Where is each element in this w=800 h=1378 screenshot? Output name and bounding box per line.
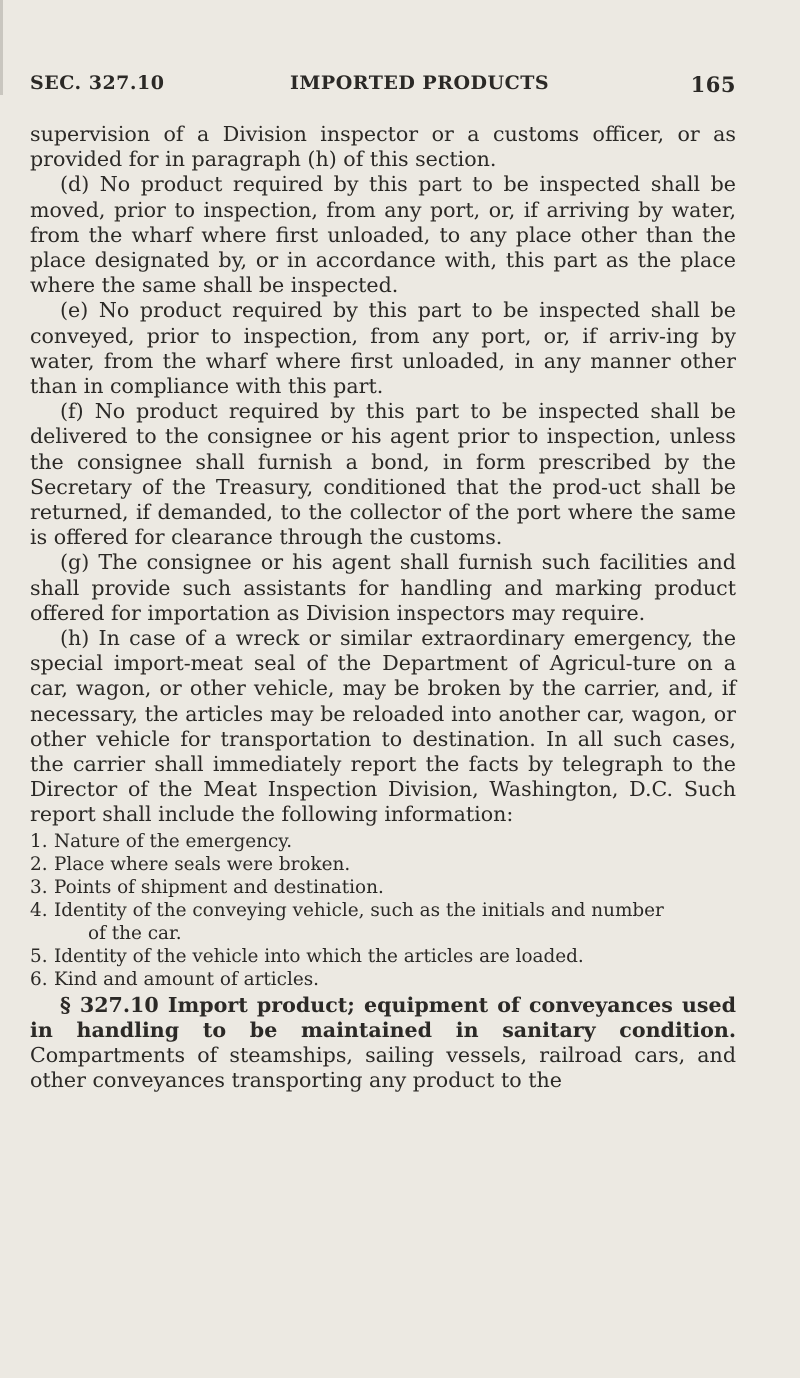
list-item-text: Place where seals were broken. [54,853,351,875]
header-title: IMPORTED PRODUCTS [290,72,550,94]
list-item-number: 4. [30,899,48,921]
list-item [30,830,736,853]
paragraph-d: (d) No product required by this part to be inspected shall be moved, prior to inspection, from any port, or, if arriving by water, from the wharf where first unloaded, to any place other than the place designated by, or in accordance with, this part as the place where the same shall be inspected. [30,172,736,298]
paragraph-h: (h) In case of a wreck or similar extraordinary emergency, the special import-meat seal of the Department of Agricul-ture on a car, wagon, or other vehicle, may be broken by the carrier, and, if necessary, the articles may be reloaded into another car, wagon, or other vehicle for transportation to destination. In all such cases, the carrier shall immediately report the facts by telegraph to the Director of the Meat Inspection Division, Washington, D.C. Such report shall include the following information: [30,626,736,827]
page-number: 165 [690,72,736,97]
list-item-number: 1. [30,830,48,852]
list-item-number: 6. [30,968,48,990]
list-item [30,876,736,899]
list-item-number: 5. [30,945,48,967]
paragraph-f: (f) No product required by this part to be inspected shall be delivered to the consignee or his agent prior to inspection, unless the consignee shall furnish a bond, in form prescribed by the Secretary of the Treasury, conditioned that the prod-uct shall be returned, if demanded, to the collector of the port where the same is offered for clearance through the customs. [30,399,736,550]
paragraph-g: (g) The consignee or his agent shall furnish such facilities and shall provide such assistants for handling and marking product offered for importation as Division inspectors may require. [30,550,736,625]
list-item [30,899,736,945]
list-item-text: Identity of the vehicle into which the articles are loaded. [54,945,584,967]
list-item-continuation: of the car. [88,922,182,944]
paragraph-e: (e) No product required by this part to be inspected shall be conveyed, prior to inspection, from any port, or, if arriv-ing by water, from the wharf where first unloaded, in any manner other than in compliance with this part. [30,298,736,399]
list-item-text: Points of shipment and destination. [54,876,384,898]
list-item-number: 3. [30,876,48,898]
page-edge-mark [0,0,3,95]
section-heading: § 327.10 Import product; equipment of conveyances used in handling to be maintained in sanitary condition. [30,992,736,1042]
section-paragraph [30,993,736,1094]
header-section-number: SEC. 327.10 [30,72,165,94]
list-item [30,968,736,991]
body-text [30,122,736,1094]
running-head [30,72,736,102]
list-item-text: Kind and amount of articles. [54,968,320,990]
paragraph-continuation: supervision of a Division inspector or a customs officer, or as provided for in paragraph (h) of this section. [30,122,736,172]
list-item [30,945,736,968]
list-item-number: 2. [30,853,48,875]
section-text: Compartments of steamships, sailing vessels, railroad cars, and other conveyances transporting any product to the [30,1043,736,1093]
list-item-text: Identity of the conveying vehicle, such as the initials and number [54,899,664,921]
list-item [30,853,736,876]
information-list [30,830,736,991]
list-item-text: Nature of the emergency. [54,830,293,852]
